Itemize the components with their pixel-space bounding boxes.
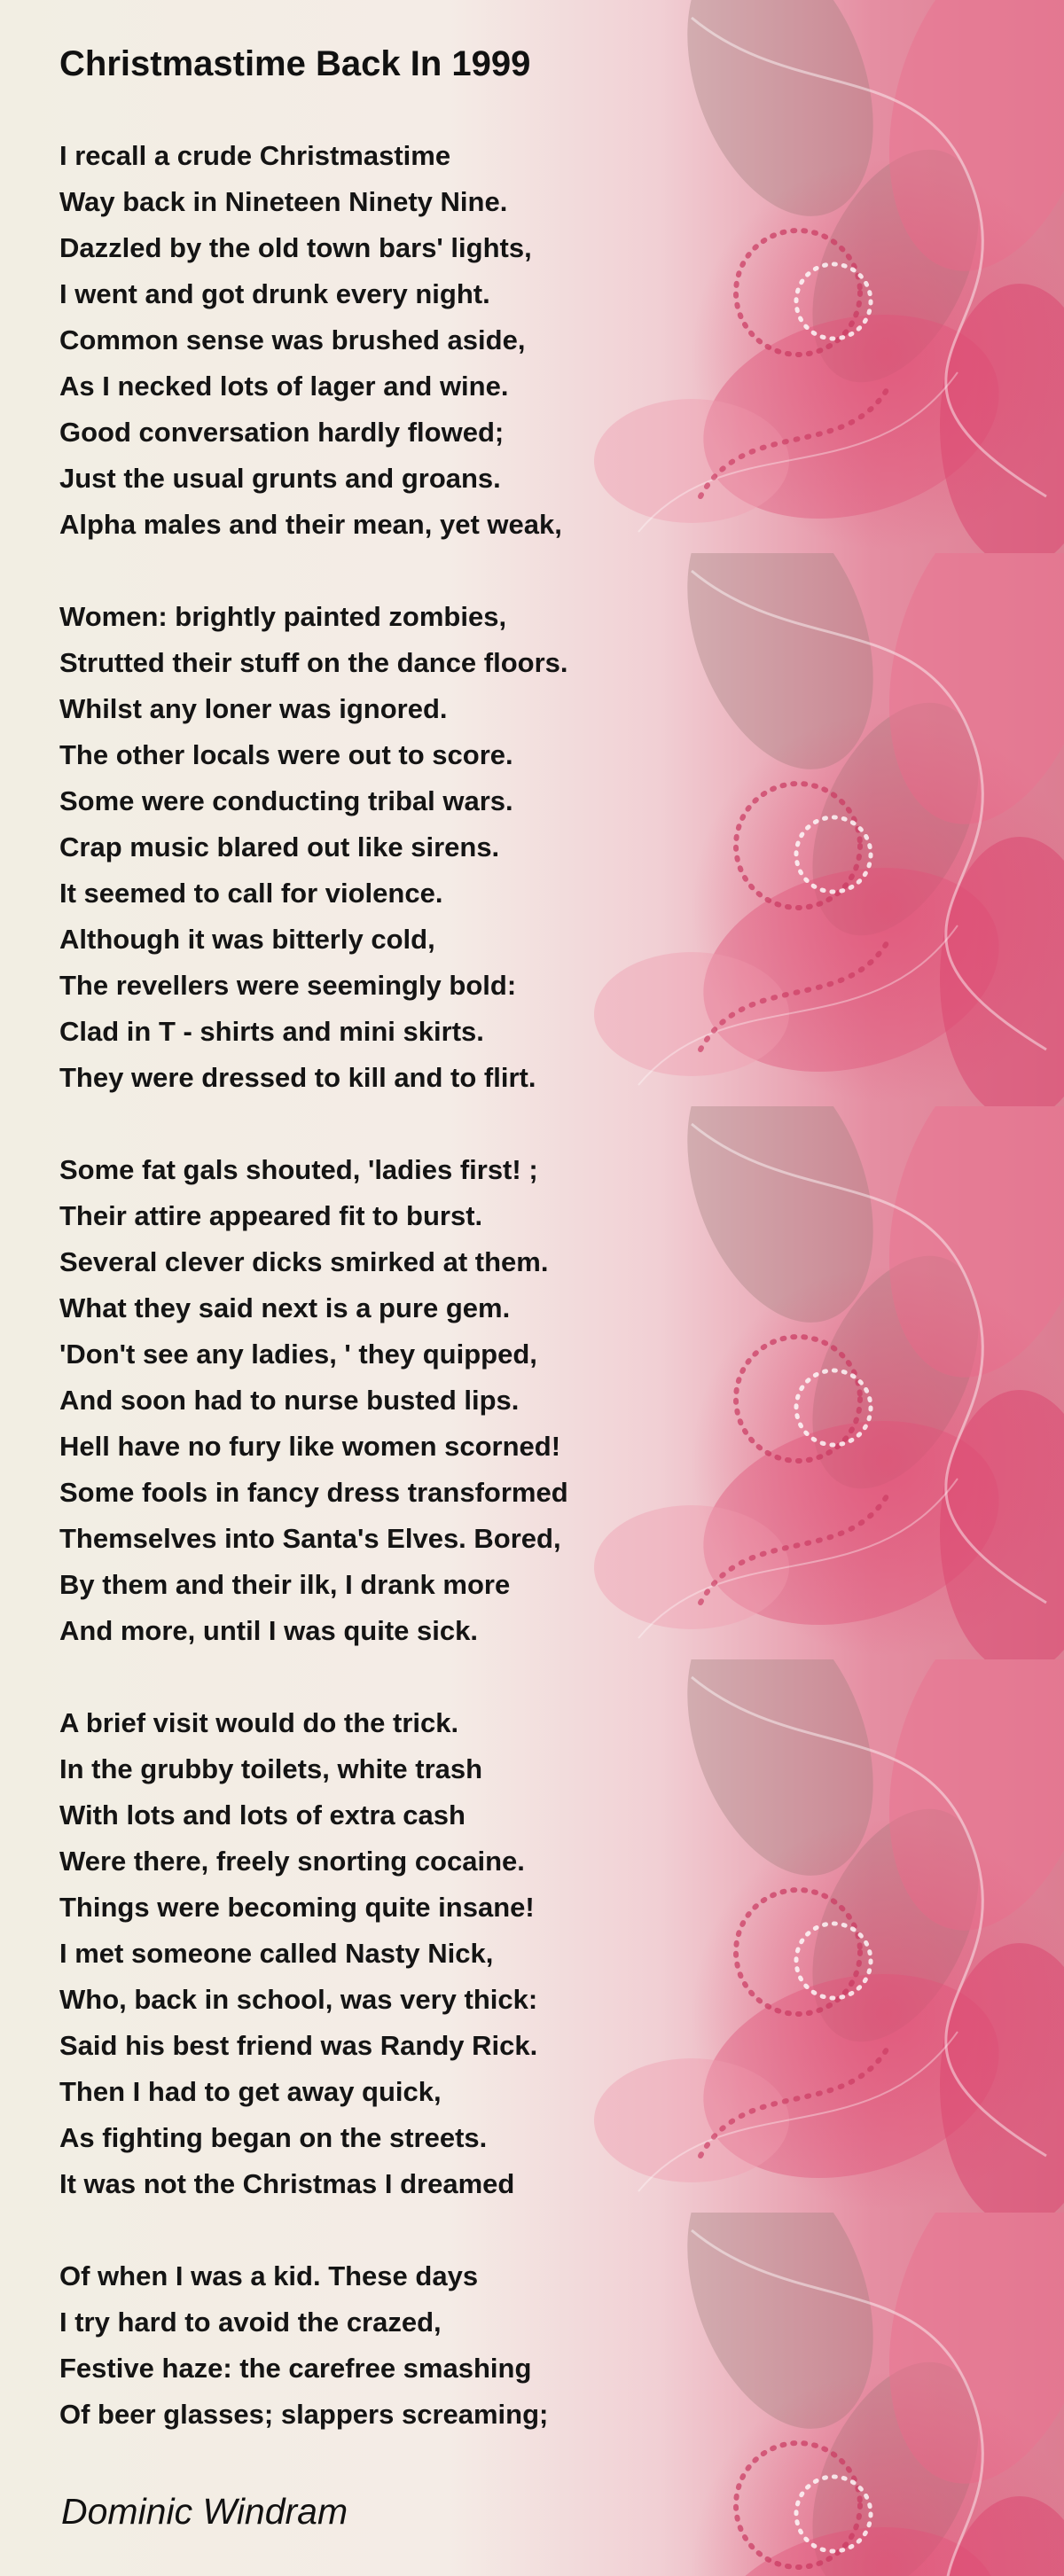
poem-line: 'Don't see any ladies, ' they quipped,	[59, 1339, 537, 1370]
poem-line: Whilst any loner was ignored.	[59, 693, 448, 724]
poem-line: Strutted their stuff on the dance floors.	[59, 647, 568, 678]
poem-line: Things were becoming quite insane!	[59, 1892, 535, 1923]
poem-line: Crap music blared out like sirens.	[59, 831, 500, 863]
poem-line: Although it was bitterly cold,	[59, 924, 435, 955]
poem-line: Their attire appeared fit to burst.	[59, 1200, 483, 1231]
poem-line: I try hard to avoid the crazed,	[59, 2307, 442, 2338]
poem-line: Way back in Nineteen Ninety Nine.	[59, 186, 508, 217]
poem-title: Christmastime Back In 1999	[59, 44, 531, 83]
poem-line: Were there, freely snorting cocaine.	[59, 1846, 525, 1877]
poem-line: Dazzled by the old town bars' lights,	[59, 232, 532, 263]
poem-line: A brief visit would do the trick.	[59, 1707, 459, 1738]
poem-line: As I necked lots of lager and wine.	[59, 371, 509, 402]
poem-line: What they said next is a pure gem.	[59, 1292, 511, 1323]
poem-line: By them and their ilk, I drank more	[59, 1569, 511, 1600]
poem-line: They were dressed to kill and to flirt.	[59, 1062, 536, 1093]
poem-line: Several clever dicks smirked at them.	[59, 1246, 549, 1277]
poem-line: In the grubby toilets, white trash	[59, 1753, 483, 1784]
poem-line: Of when I was a kid. These days	[59, 2260, 479, 2291]
poem-line: With lots and lots of extra cash	[59, 1799, 466, 1831]
poem-line: Alpha males and their mean, yet weak,	[59, 509, 562, 540]
poem-line: It was not the Christmas I dreamed	[59, 2168, 515, 2199]
poem-line: Of beer glasses; slappers screaming;	[59, 2399, 549, 2430]
poem-line: I went and got drunk every night.	[59, 278, 490, 309]
poem-line: I recall a crude Christmastime	[59, 140, 451, 171]
poem-author: Dominic Windram	[61, 2491, 348, 2532]
poem-line: I met someone called Nasty Nick,	[59, 1938, 494, 1969]
poem-line: The revellers were seemingly bold:	[59, 970, 517, 1001]
poem-line: Then I had to get away quick,	[59, 2076, 442, 2107]
poem-line: Just the usual grunts and groans.	[59, 463, 501, 494]
poem-line: Themselves into Santa's Elves. Bored,	[59, 1523, 561, 1554]
poem-line: And soon had to nurse busted lips.	[59, 1385, 520, 1416]
poem-line: It seemed to call for violence.	[59, 878, 443, 909]
poem-line: Women: brightly painted zombies,	[59, 601, 507, 632]
poem-line: As fighting began on the streets.	[59, 2122, 488, 2153]
poem-line: And more, until I was quite sick.	[59, 1615, 478, 1646]
poem-line: Some were conducting tribal wars.	[59, 785, 513, 816]
poem-line: Good conversation hardly flowed;	[59, 417, 505, 448]
poem-line: Common sense was brushed aside,	[59, 324, 526, 355]
poem-line: Festive haze: the carefree smashing	[59, 2353, 532, 2384]
poem-line: Clad in T - shirts and mini skirts.	[59, 1016, 484, 1047]
poem-line: Some fat gals shouted, 'ladies first! ;	[59, 1154, 538, 1185]
poem-line: The other locals were out to score.	[59, 739, 513, 770]
poem-line: Some fools in fancy dress transformed	[59, 1477, 568, 1508]
poem-line: Hell have no fury like women scorned!	[59, 1431, 561, 1462]
poem-line: Who, back in school, was very thick:	[59, 1984, 538, 2015]
poem-line: Said his best friend was Randy Rick.	[59, 2030, 538, 2061]
